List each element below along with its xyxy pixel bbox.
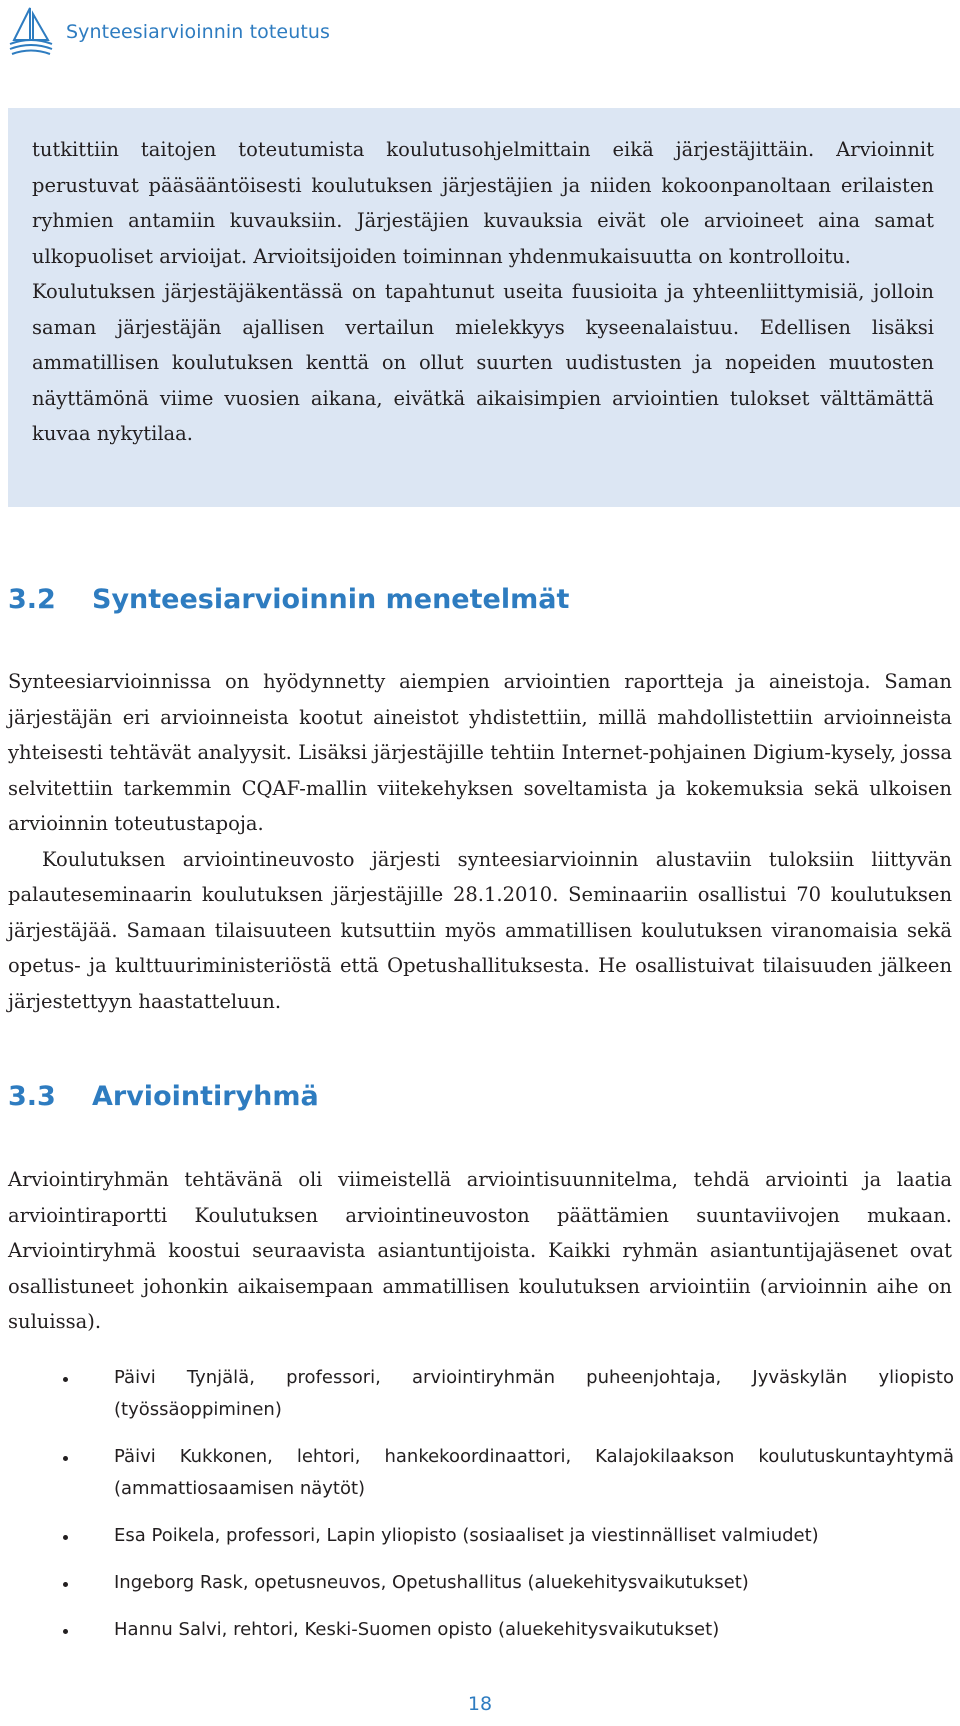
body-paragraph: Koulutuksen arviointineuvosto järjesti synteesiarvioinnin alustaviin tuloksiin liittyvän palauteseminaarin koulutuksen järjestäjille 28.1.2010. Seminaariin osallistui 70 koulutuksen järjestäjää. Samaan tilaisuuteen kutsuttiin myös ammatillisen koulutuksen viranomaisia sekä opetus- ja kulttuuriministeriöstä että Opetushallituksesta. He osallistuivat tilaisuuden jälkeen järjestettyyn haastatteluun. xyxy=(8,847,952,1013)
bullet-icon xyxy=(63,1456,68,1461)
list-item xyxy=(0,1614,960,1646)
member-list xyxy=(0,1362,960,1661)
list-item xyxy=(0,1362,960,1426)
body-paragraph: Arviointiryhmän tehtävänä oli viimeistellä arviointisuunnitelma, tehdä arviointi ja laatia arviointiraportti Koulutuksen arviointineuvoston päättämien suuntaviivojen mukaan. Arviointiryhmä koostui seuraavista asiantuntijoista. Kaikki ryhmän asiantuntijajäsenet ovat osallistuneet johonkin aikaisempaan ammatillisen koulutuksen arviointiin (arvioinnin aihe on suluissa). xyxy=(8,1168,952,1333)
bullet-icon xyxy=(63,1535,68,1540)
running-header-title: Synteesiarvioinnin toteutus xyxy=(66,21,331,43)
list-item xyxy=(0,1567,960,1599)
box-paragraph: Koulutuksen järjestäjäkentässä on tapahtunut useita fuusioita ja yhteenliittymisiä, jolloin saman järjestäjän ajallisen vertailun mielekkyys kyseenalaistuu. Edellisen lisäksi ammatillisen koulutuksen kenttä on ollut suurten uudistusten ja nopeiden muutosten näyttämönä viime vuosien aikana, eivätkä aikaisimpien arviointien tulokset välttämättä kuvaa nykytilaa. xyxy=(32,280,934,445)
list-item-text: Päivi Kukkonen, lehtori, hankekoordinaattori, Kalajokilaakson koulutuskuntayhtymä (ammattiosaamisen näytöt) xyxy=(114,1446,954,1499)
list-item-text: Hannu Salvi, rehtori, Keski-Suomen opisto (aluekehitysvaikutukset) xyxy=(114,1619,720,1640)
list-item xyxy=(0,1520,960,1552)
section-number: 3.2 xyxy=(8,584,56,615)
body-paragraph: Synteesiarvioinnissa on hyödynnetty aiempien arviointien raportteja ja aineistoja. Saman järjestäjän eri arvioinneista kootut aineistot yhdistettiin, millä mahdollistettiin arvioinneista yhteisesti tehtävät analyysit. Lisäksi järjestäjille tehtiin Internet-pohjainen Digium-kysely, jossa selvitettiin tarkemmin CQAF-mallin viitekehyksen soveltamista ja kokemuksia sekä ulkoisen arvioinnin toteutustapoja. xyxy=(8,670,952,835)
list-item-text: Ingeborg Rask, opetusneuvos, Opetushallitus (aluekehitysvaikutukset) xyxy=(114,1572,749,1593)
bullet-icon xyxy=(63,1377,68,1382)
list-item xyxy=(0,1441,960,1505)
bullet-icon xyxy=(63,1582,68,1587)
section-3-3-body xyxy=(8,1162,952,1340)
list-item-text: Päivi Tynjälä, professori, arviointiryhmän puheenjohtaja, Jyväskylän yliopisto (työssäoppiminen) xyxy=(114,1367,954,1420)
section-3-2-body xyxy=(8,664,952,1019)
bullet-icon xyxy=(63,1629,68,1634)
sailboat-logo-icon xyxy=(8,6,54,58)
box-paragraph: tutkittiin taitojen toteutumista koulutusohjelmittain eikä järjestäjittäin. Arvioinnit perustuvat pääsääntöisesti koulutuksen järjestäjien ja niiden kokoonpanoltaan erilaisten ryhmien antamiin kuvauksiin. Järjestäjien kuvauksia eivät ole arvioineet aina samat ulkopuoliset arvioijat. Arvioitsijoiden toiminnan yhdenmukaisuutta on kontrolloitu. xyxy=(32,138,934,268)
section-title: Synteesiarvioinnin menetelmät xyxy=(92,584,570,615)
list-item-text: Esa Poikela, professori, Lapin yliopisto (sosiaaliset ja viestinnälliset valmiudet) xyxy=(114,1525,819,1546)
section-heading-3-2 xyxy=(8,584,569,615)
highlight-box xyxy=(8,108,960,507)
page-header xyxy=(8,4,330,60)
section-heading-3-3 xyxy=(8,1081,319,1112)
section-title: Arviointiryhmä xyxy=(92,1081,319,1112)
page-number: 18 xyxy=(467,1693,493,1715)
section-number: 3.3 xyxy=(8,1081,56,1112)
